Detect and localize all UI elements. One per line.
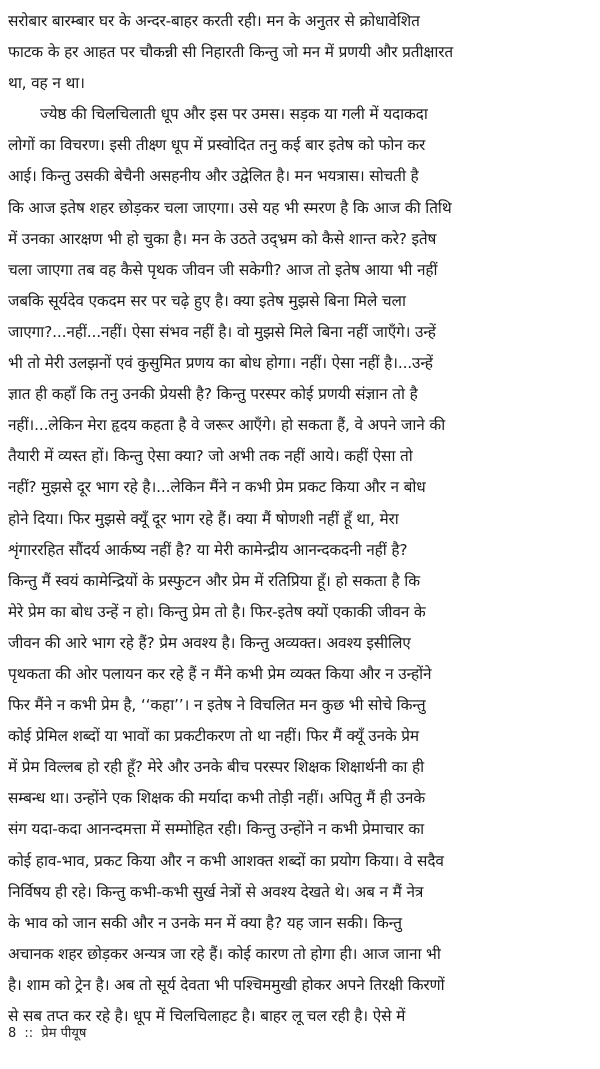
text-line: चला जाएगा तब वह कैसे पृथक जीवन जी सकेगी? आज तो इतेष आया भी नहीं — [8, 260, 438, 279]
page-number: 8 — [8, 1026, 17, 1041]
text-line: में उनका आरक्षण भी हो चुका है। मन के उठते उद्भ्रम को कैसे शान्त करे? इतेष — [8, 229, 437, 248]
text-line: कोई हाव-भाव, प्रकट किया और न कभी आशक्त शब्दों का प्रयोग किया। वे सदैव — [8, 851, 444, 870]
text-line: जाएगा?...नहीं...नहीं। ऐसा संभव नहीं है। वो मुझसे मिले बिना नहीं जाएँगे। उन्हें — [8, 322, 436, 341]
footer-separator: :: — [24, 1026, 34, 1041]
paragraph-1 — [8, 6, 594, 99]
text-line: के भाव को जान सकी और न उनके मन में क्या है? यह जान सकी। किन्तु — [8, 913, 402, 932]
book-title: प्रेम पीयूष — [41, 1026, 87, 1041]
text-line: शृंगाररहित सौंदर्य आर्कष्य नहीं है? या मेरी कामेन्द्रीय आनन्दकदनी नहीं है? — [8, 540, 408, 559]
text-line: पृथकता की ओर पलायन कर रहे हैं न मैंने कभी प्रेम व्यक्त किया और न उन्होंने — [8, 664, 432, 683]
text-line: सरोबार बारम्बार घर के अन्दर-बाहर करती रही। मन के अनुतर से क्रोधावेशित — [8, 12, 420, 30]
text-line: में प्रेम विल्लब हो रही हूँ? मेरे और उनके बीच परस्पर शिक्षक शिक्षार्थनी का ही — [8, 758, 425, 777]
body-text — [8, 6, 594, 1032]
text-line: फाटक के हर आहत पर चौकन्नी सी निहारती किन्तु जो मन में प्रणयी और प्रतीक्षारत — [8, 43, 454, 62]
text-line: जीवन की आरे भाग रहे हैं? प्रेम अवश्य है। किन्तु अव्यक्त। अवश्य इसीलिए — [8, 633, 411, 652]
text-line: होने दिया। फिर मुझसे क्यूँ दूर भाग रहे हैं। क्या मैं षोणशी नहीं हूँ था, मेरा — [8, 509, 399, 528]
text-line: है। शाम को ट्रेन है। अब तो सूर्य देवता भी पश्चिममुखी होकर अपने तिरक्षी किरणों — [8, 975, 445, 994]
text-line: फिर मैंने न कभी प्रेम है, ‘‘कहा’’। न इतेष ने विचलित मन कुछ भी सोचे किन्तु — [8, 696, 426, 715]
text-line: किन्तु मैं स्वयं कामेन्द्रियों के प्रस्फुटन और प्रेम में रतिप्रिया हूँ। हो सकता है कि — [8, 571, 420, 590]
text-line: सम्बन्ध था। उन्होंने एक शिक्षक की मर्यादा कभी तोड़ी नहीं। अपितु मैं ही उनके — [8, 789, 425, 808]
text-line: ज्ञात ही कहाँ कि तनु उनकी प्रेयसी है? किन्तु परस्पर कोई प्रणयी संज्ञान तो है — [8, 385, 418, 404]
paragraph-2 — [8, 99, 594, 1032]
text-line: भी तो मेरी उलझनों एवं कुसुमित प्रणय का बोध होगा। नहीं। ऐसा नहीं है।...उन्हें — [8, 354, 433, 373]
text-line: अचानक शहर छोड़कर अन्यत्र जा रहे हैं। कोई कारण तो होगा ही। आज जाना भी — [8, 944, 441, 963]
text-line: था, वह न था। — [8, 74, 85, 93]
text-line: निर्विषय ही रहे। किन्तु कभी-कभी सुर्ख नेत्रों से अवश्य देखते थे। अब न मैं नेत्र — [8, 882, 424, 901]
text-line: मेरे प्रेम का बोध उन्हें न हो। किन्तु प्रेम तो है। फिर-इतेष क्यों एकाकी जीवन के — [8, 602, 426, 621]
text-line: नहीं? मुझसे दूर भाग रहे है।...लेकिन मैंने न कभी प्रेम प्रकट किया और न बोध — [8, 478, 426, 497]
text-line: कि आज इतेष शहर छोड़कर चला जाएगा। उसे यह भी स्मरण है कि आज की तिथि — [8, 198, 452, 217]
text-line: नहीं।...लेकिन मेरा हृदय कहता है वे जरूर आएँगे। हो सकता हैं, वे अपने जाने की — [8, 416, 446, 435]
text-line: से सब तप्त कर रहे है। धूप में चिलचिलाहट है। बाहर लू चल रही है। ऐसे में — [8, 1007, 406, 1025]
text-line: ज्येष्ठ की चिलचिलाती धूप और इस पर उमस। सड़क या गली में यदाकदा — [40, 105, 428, 124]
text-line: लोगों का विचरण। इसी तीक्ष्ण धूप में प्रस्वोदित तनु कई बार इतेष को फोन कर — [8, 136, 426, 155]
text-line: आई। किन्तु उसकी बेचैनी असहनीय और उद्वेलित है। मन भयत्रास। सोचती है — [8, 167, 419, 186]
page-footer — [8, 1025, 86, 1043]
text-line: तैयारी में व्यस्त हों। किन्तु ऐसा क्या? जो अभी तक नहीं आये। कहीं ऐसा तो — [8, 447, 413, 466]
text-line: संग यदा-कदा आनन्दमत्ता में सम्मोहित रही। किन्तु उन्होंने न कभी प्रेमाचार का — [8, 820, 424, 839]
text-line: जबकि सूर्यदेव एकदम सर पर चढ़े हुए है। क्या इतेष मुझसे बिना मिले चला — [8, 291, 406, 310]
text-line: कोई प्रेमिल शब्दों या भावों का प्रकटीकरण तो था नहीं। फिर मैं क्यूँ उनके प्रेम — [8, 727, 419, 746]
